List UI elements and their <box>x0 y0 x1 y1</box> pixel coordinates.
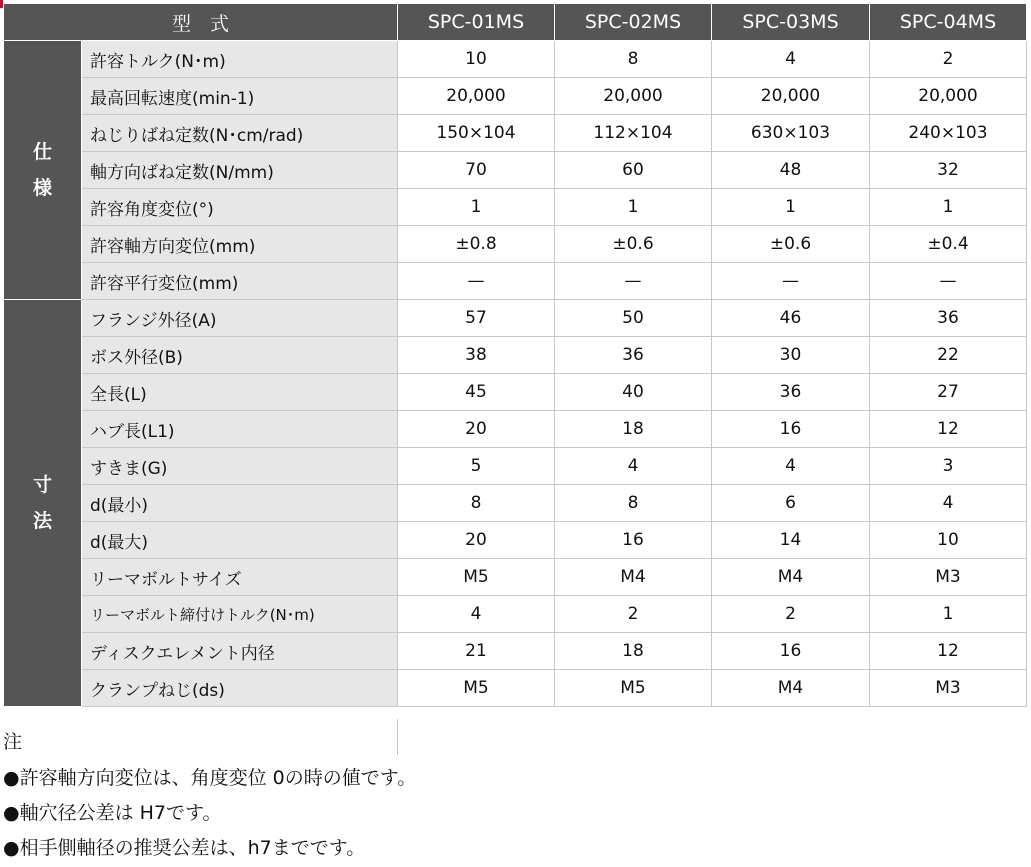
row-label: ボス外径(B) <box>82 337 398 374</box>
model-header: SPC-03MS <box>712 4 870 41</box>
value-cell: 1 <box>712 189 870 226</box>
value-cell: 4 <box>712 448 870 485</box>
value-cell: 45 <box>398 374 555 411</box>
value-cell: M5 <box>398 670 555 707</box>
note-item: ●相手側軸径の推奨公差は、h7までです。 <box>3 837 366 859</box>
table-row <box>4 374 1027 411</box>
divider <box>397 719 398 755</box>
value-cell: M4 <box>712 559 870 596</box>
value-cell: — <box>398 263 555 300</box>
table-row <box>4 189 1027 226</box>
value-cell: 4 <box>398 596 555 633</box>
row-label: ハブ長(L1) <box>82 411 398 448</box>
value-cell: 3 <box>870 448 1027 485</box>
value-cell: 57 <box>398 300 555 337</box>
value-cell: M5 <box>398 559 555 596</box>
table-row <box>4 448 1027 485</box>
row-label: すきま(G) <box>82 448 398 485</box>
note-item: ●許容軸方向変位は、角度変位 0の時の値です。 <box>3 767 417 789</box>
row-label: 許容軸方向変位(mm) <box>82 226 398 263</box>
row-label: ねじりばね定数(N･cm/rad) <box>82 115 398 152</box>
row-label: d(最大) <box>82 522 398 559</box>
row-label: d(最小) <box>82 485 398 522</box>
value-cell: 10 <box>870 522 1027 559</box>
value-cell: 16 <box>712 633 870 670</box>
value-cell: 4 <box>870 485 1027 522</box>
value-cell: M4 <box>555 559 712 596</box>
row-label: 許容平行変位(mm) <box>82 263 398 300</box>
value-cell: 20 <box>398 411 555 448</box>
value-cell: 112×104 <box>555 115 712 152</box>
value-cell: 20,000 <box>398 78 555 115</box>
row-label: クランプねじ(ds) <box>82 670 398 707</box>
value-cell: 150×104 <box>398 115 555 152</box>
value-cell: 20,000 <box>555 78 712 115</box>
value-cell: 32 <box>870 152 1027 189</box>
value-cell: M5 <box>555 670 712 707</box>
value-cell: 16 <box>555 522 712 559</box>
notes-title: 注 <box>3 731 23 753</box>
table-row <box>4 152 1027 189</box>
value-cell: M3 <box>870 670 1027 707</box>
value-cell: 2 <box>870 41 1027 78</box>
value-cell: 8 <box>555 485 712 522</box>
table-row <box>4 115 1027 152</box>
table-row <box>4 226 1027 263</box>
header-title: 型 式 <box>4 4 398 41</box>
value-cell: 16 <box>712 411 870 448</box>
spec-group-label: 仕 様 <box>4 41 82 300</box>
table-row <box>4 670 1027 707</box>
value-cell: 10 <box>398 41 555 78</box>
value-cell: — <box>712 263 870 300</box>
value-cell: — <box>870 263 1027 300</box>
model-header: SPC-04MS <box>870 4 1027 41</box>
spec-table <box>3 3 1027 707</box>
header-row <box>4 4 1027 41</box>
value-cell: 630×103 <box>712 115 870 152</box>
value-cell: 1 <box>870 596 1027 633</box>
table-row <box>4 522 1027 559</box>
value-cell: 6 <box>712 485 870 522</box>
value-cell: 20,000 <box>870 78 1027 115</box>
value-cell: 30 <box>712 337 870 374</box>
row-label: 全長(L) <box>82 374 398 411</box>
row-label: 最高回転速度(min-1) <box>82 78 398 115</box>
row-label: リーマボルトサイズ <box>82 559 398 596</box>
value-cell: M4 <box>712 670 870 707</box>
value-cell: 38 <box>398 337 555 374</box>
value-cell: ±0.6 <box>555 226 712 263</box>
dimension-group-label: 寸 法 <box>4 300 82 707</box>
table-row <box>4 596 1027 633</box>
table-row <box>4 411 1027 448</box>
value-cell: — <box>555 263 712 300</box>
model-header: SPC-02MS <box>555 4 712 41</box>
value-cell: 18 <box>555 411 712 448</box>
value-cell: 1 <box>870 189 1027 226</box>
value-cell: 1 <box>398 189 555 226</box>
table-row <box>4 485 1027 522</box>
value-cell: 4 <box>712 41 870 78</box>
value-cell: 4 <box>555 448 712 485</box>
value-cell: 36 <box>712 374 870 411</box>
value-cell: 20 <box>398 522 555 559</box>
value-cell: ±0.4 <box>870 226 1027 263</box>
value-cell: 60 <box>555 152 712 189</box>
table-row <box>4 633 1027 670</box>
value-cell: M3 <box>870 559 1027 596</box>
value-cell: 46 <box>712 300 870 337</box>
row-label: ディスクエレメント内径 <box>82 633 398 670</box>
table-row <box>4 300 1027 337</box>
table-row <box>4 263 1027 300</box>
value-cell: 48 <box>712 152 870 189</box>
value-cell: ±0.8 <box>398 226 555 263</box>
value-cell: 8 <box>555 41 712 78</box>
row-label: 軸方向ばね定数(N/mm) <box>82 152 398 189</box>
value-cell: 21 <box>398 633 555 670</box>
value-cell: 18 <box>555 633 712 670</box>
value-cell: 27 <box>870 374 1027 411</box>
model-header: SPC-01MS <box>398 4 555 41</box>
value-cell: 8 <box>398 485 555 522</box>
table-row <box>4 559 1027 596</box>
value-cell: 36 <box>555 337 712 374</box>
value-cell: 40 <box>555 374 712 411</box>
value-cell: 240×103 <box>870 115 1027 152</box>
value-cell: 14 <box>712 522 870 559</box>
row-label: 許容トルク(N･m) <box>82 41 398 78</box>
value-cell: 1 <box>555 189 712 226</box>
note-item: ●軸穴径公差は H7です。 <box>3 802 222 824</box>
value-cell: ±0.6 <box>712 226 870 263</box>
row-label: 許容角度変位(°) <box>82 189 398 226</box>
value-cell: 5 <box>398 448 555 485</box>
value-cell: 50 <box>555 300 712 337</box>
value-cell: 70 <box>398 152 555 189</box>
row-label: リーマボルト締付けトルク(N･m) <box>82 596 398 633</box>
table-row <box>4 78 1027 115</box>
value-cell: 12 <box>870 411 1027 448</box>
value-cell: 22 <box>870 337 1027 374</box>
table-row <box>4 337 1027 374</box>
value-cell: 2 <box>555 596 712 633</box>
value-cell: 36 <box>870 300 1027 337</box>
value-cell: 20,000 <box>712 78 870 115</box>
row-label: フランジ外径(A) <box>82 300 398 337</box>
value-cell: 2 <box>712 596 870 633</box>
value-cell: 12 <box>870 633 1027 670</box>
table-row <box>4 41 1027 78</box>
